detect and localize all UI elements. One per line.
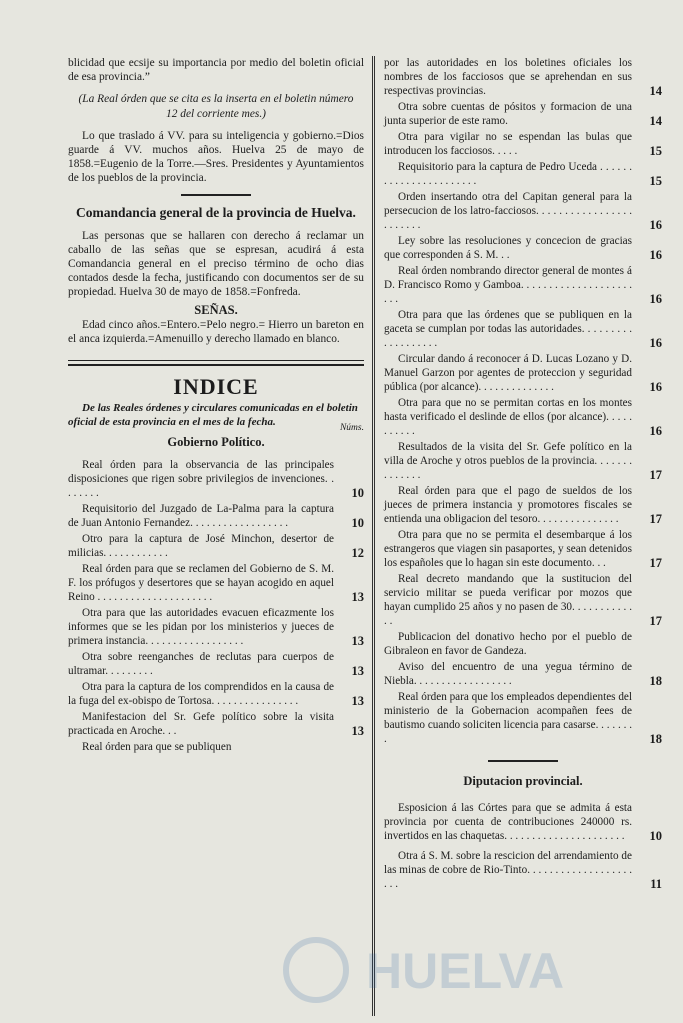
senas-text: Edad cinco años.=Entero.=Pelo negro.= Hierro un bareton en el anca izquierda.=Amenuillo y derecho llamado en blanco.	[68, 318, 364, 345]
index-entry: Real decreto mandando que la sustitucion del servicio militar se pueda verificar por mozos que hayan cumplido 25 años y no pasen de 30. . . . . . . . . . . . . 17	[384, 573, 662, 628]
index-entry: Otra sobre reenganches de reclutas para cuerpos de ultramar. . . . . . . . . 13	[68, 651, 364, 679]
index-entry: Otra sobre cuentas de pósitos y formacion de una junta superior de este ramo. 14	[384, 101, 662, 128]
index-entry: Resultados de la visita del Sr. Gefe político en la villa de Aroche y otros pueblos de la provincia. . . . . . . . . . . . . . 17	[384, 441, 662, 482]
senas-heading: SEÑAS.	[194, 302, 238, 317]
huelva-watermark	[276, 930, 676, 1010]
index-entry: Orden insertando otra del Capitan general para la persecucion de los latro-facciosos. . . . . . . . . . . . . . . . . . . . . . . . 16	[384, 191, 662, 232]
continuation-paragraph: blicidad que ecsije su importancia por medio del boletin oficial de esa provincia.”	[68, 57, 364, 84]
svg-text:HUELVA: HUELVA	[366, 943, 565, 999]
diputacion-index-list	[384, 801, 662, 891]
index-entry: Otro para la captura de José Minchon, desertor de milicias. . . . . . . . . . . . 12	[68, 533, 364, 561]
index-entry: Real órden para que se publiquen	[82, 741, 232, 754]
section-divider	[488, 760, 558, 762]
column-divider	[372, 56, 375, 1016]
index-divider	[68, 360, 364, 366]
index-entry: Real órden nombrando director general de montes á D. Francisco Romo y Gamboa. . . . . . . . . . . . . . . . . . . . . . . 16	[384, 265, 662, 306]
index-entry: Otra para que no se permitan cortas en los montes hasta verificado el deslinde de ellos (por alcance). . . . . . . . . . . 16	[384, 397, 662, 438]
left-index-list	[68, 458, 364, 754]
index-entry: Otra para que las órdenes que se publiquen en la gaceta se cumplan por todas las autoridades. . . . . . . . . . . . . . . . . . . 16	[384, 309, 662, 350]
index-entry: Otra para vigilar no se espendan las bulas que introducen los facciosos. . . . . 15	[384, 131, 662, 158]
diputacion-heading: Diputacion provincial.	[463, 774, 583, 788]
index-entry: Requisitorio para la captura de Pedro Uceda . . . . . . . . . . . . . . . . . . . . . . . 15	[384, 161, 662, 188]
comandancia-heading: Comandancia general de la provincia de Huelva.	[76, 204, 356, 220]
index-entry: Otra para la captura de los comprendidos en la causa de la fuga del ex-obispo de Tortosa. . . . . . . . . . . . . . . . 13	[68, 681, 364, 709]
section-divider	[181, 194, 251, 196]
index-entry: Otra para que no se permita el desembarque á los estrangeros que viagen sin pasaportes, y sean detenidos los españoles que lo hagan sin este documento. . . 17	[384, 529, 662, 570]
index-entry: Otra á S. M. sobre la rescicion del arrendamiento de las minas de cobre de Rio-Tinto. . . . . . . . . . . . . . . . . . . . . . 11	[384, 850, 662, 891]
index-entry: Real órden para que los empleados dependientes del ministerio de la Gobernacion acompañen fees de bautismo cuando soliciten licencia para casarse. . . . . . . . 18	[384, 691, 662, 746]
index-entry: Aviso del encuentro de una yegua término de Niebla. . . . . . . . . . . . . . . . . . 18	[384, 661, 662, 688]
index-entry: Otra para que las autoridades evacuen eficazmente los informes que se les pidan por los ministerios y jueces de primera instancia. . . . . . . . . . . . . . . . . . 13	[68, 607, 364, 649]
index-entry: Esposicion á las Córtes para que se admita á esta provincia por cuenta de contribuciones 240000 rs. invertidos en las chaquetas. . . . . . . . . . . . . . . . . . . . . . 10	[384, 802, 662, 843]
gobierno-politico-heading: Gobierno Político.	[167, 435, 265, 450]
index-title: INDICE	[173, 374, 259, 400]
index-entry: Circular dando á reconocer á D. Lucas Lozano y D. Manuel Garzon por agentes de proteccion y seguridad pública (por alcance). . . . . . . . . . . . . . 16	[384, 353, 662, 394]
index-entry: Publicacion del donativo hecho por el pueblo de Gibraleon en favor de Gandeza.	[384, 631, 632, 657]
index-subtitle: De las Reales órdenes y circulares comunicadas en el boletin oficial de esta provincia en el mes de la fecha.	[68, 402, 358, 428]
right-index-list	[384, 56, 662, 746]
index-entry: Real órden para que el pago de sueldos de los jueces de primera instancia y promotores fiscales se entienda una obligacion del tesoro. . . . . . . . . . . . . . . 17	[384, 485, 662, 526]
index-entry: Real órden para que se reclamen del Gobierno de S. M. F. los prófugos y desertores que se hayan acogido en aquel Reino . . . . . . . . . . . . . . . . . . . . . 13	[68, 563, 364, 605]
index-entry: por las autoridades en los boletines oficiales los nombres de los facciosos que se aprehendan en sus respectivas provincias. 14	[384, 57, 662, 98]
right-column	[384, 56, 662, 893]
index-entry: Real órden para la observancia de las principales disposiciones que rigen sobre privilegios de invenciones. . . . . . . . 10	[68, 459, 364, 501]
nums-column-label: Núms.	[339, 423, 364, 434]
transfer-paragraph: Lo que traslado á VV. para su inteligencia y gobierno.=Dios guarde á VV. muchos años. Huelva 25 de mayo de 1858.=Eugenio de la Torre.—Sres. Presidentes y Ayuntamientos de los pueblos de la provincia.	[68, 129, 364, 185]
editorial-note: (La Real órden que se cita es la inserta en el boletin número 12 del corriente mes.)	[78, 93, 354, 120]
index-entry: Requisitorio del Juzgado de La-Palma para la captura de Juan Antonio Fernandez. . . . . . . . . . . . . . . . . . 10	[68, 503, 364, 531]
index-entry: Manifestacion del Sr. Gefe político sobre la visita practicada en Aroche. . . 13	[68, 711, 364, 739]
horse-notice-paragraph: Las personas que se hallaren con derecho á reclamar un caballo de las señas que se espresan, acudirá á esta Comandancia general en el preciso término de ocho dias contados desde la fecha, justificando con documentos ser de su propiedad. Huelva 30 de mayo de 1858.=Fonfreda.	[68, 229, 364, 299]
left-column	[68, 56, 364, 756]
index-entry: Ley sobre las resoluciones y concecion de gracias que corresponden á S. M. . . 16	[384, 235, 662, 262]
